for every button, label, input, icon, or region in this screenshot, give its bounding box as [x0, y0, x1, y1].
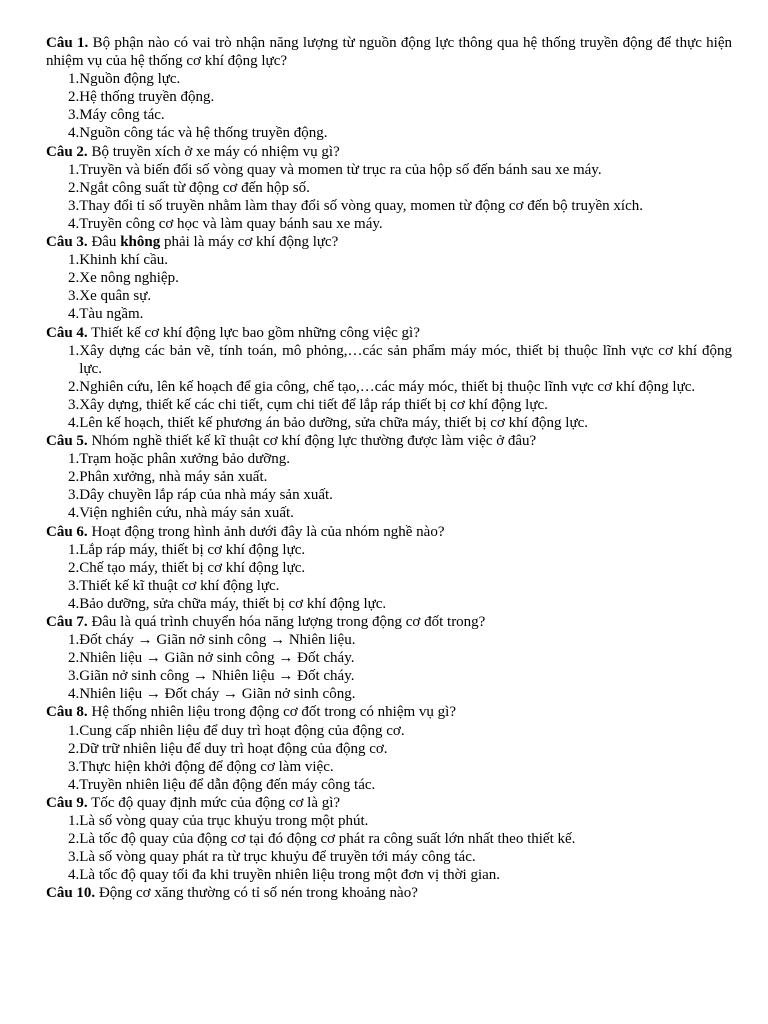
question-stem: Hoạt động trong hình ảnh dưới đây là của nhóm nghề nào? — [91, 523, 445, 540]
question-stem: Tốc độ quay định mức của động cơ là gì? — [91, 794, 341, 811]
answer-option — [46, 685, 732, 703]
answer-option — [46, 595, 732, 613]
question-text — [46, 324, 732, 342]
question-label: Câu 6. — [46, 523, 88, 540]
option-text: Xe nông nghiệp. — [79, 270, 179, 287]
question-stem: phải là máy cơ khí động lực? — [160, 234, 339, 251]
option-number: 2. — [68, 469, 80, 486]
option-number: 2. — [68, 89, 80, 106]
question-8 — [46, 703, 732, 793]
option-text: Thay đổi tỉ số truyền nhằm làm thay đổi số vòng quay, momen từ động cơ đến bộ truyền xích. — [79, 197, 643, 214]
answer-option — [46, 776, 732, 794]
option-text: Là số vòng quay của trục khuỷu trong một phút. — [79, 813, 369, 830]
option-text: Máy công tác. — [79, 107, 165, 124]
question-stem: Bộ phận nào có vai trò nhận năng lượng từ nguồn động lực thông qua hệ thống truyền động để thực hiện nhiệm vụ của hệ thống cơ khí động lực? — [46, 35, 732, 70]
answer-option — [46, 649, 732, 667]
option-text: Viện nghiên cứu, nhà máy sản xuất. — [79, 505, 294, 522]
answer-option — [46, 414, 732, 432]
option-text: Trạm hoặc phân xưởng bảo dưỡng. — [79, 451, 290, 468]
question-label: Câu 2. — [46, 143, 88, 160]
option-text: Truyền và biến đổi số vòng quay và momen từ trục ra của hộp số đến bánh sau xe máy. — [79, 161, 602, 178]
question-stem: Đâu — [91, 234, 121, 251]
option-number: 4. — [68, 505, 80, 522]
option-text: Là số vòng quay phát ra từ trục khuỷu để truyền tới máy công tác. — [79, 849, 476, 866]
question-text — [46, 703, 732, 721]
answer-option — [46, 179, 732, 197]
question-text — [46, 143, 732, 161]
question-label: Câu 5. — [46, 433, 88, 450]
option-text: Giãn nở sinh công → Nhiên liệu → Đốt cháy. — [79, 668, 355, 685]
answer-option — [46, 758, 732, 776]
option-number: 3. — [68, 849, 80, 866]
option-text: Dây chuyền lắp ráp của nhà máy sản xuất. — [79, 487, 333, 504]
option-number: 2. — [68, 650, 80, 667]
answer-option — [46, 251, 732, 269]
answer-option — [46, 396, 732, 414]
option-text: Nghiên cứu, lên kế hoạch để gia công, chế tạo,…các máy móc, thiết bị thuộc lĩnh vực cơ khí động lực. — [79, 378, 696, 395]
option-text: Xây dựng các bản vẽ, tính toán, mô phỏng,…các sản phẩm máy móc, thiết bị thuộc lĩnh vực cơ khí động lực. — [79, 342, 732, 377]
question-6 — [46, 523, 732, 613]
option-text: Thực hiện khởi động để động cơ làm việc. — [79, 758, 334, 775]
option-text: Lắp ráp máy, thiết bị cơ khí động lực. — [79, 541, 306, 558]
question-stem: Động cơ xăng thường có tỉ số nén trong khoảng nào? — [98, 885, 418, 902]
question-stem: Hệ thống nhiên liệu trong động cơ đốt trong có nhiệm vụ gì? — [91, 704, 456, 721]
option-number: 2. — [68, 831, 80, 848]
option-number: 4. — [68, 306, 80, 323]
question-text — [46, 34, 732, 70]
answer-option — [46, 269, 732, 287]
question-text — [46, 613, 732, 631]
option-number: 4. — [68, 776, 80, 793]
option-number: 1. — [68, 813, 80, 830]
option-number: 3. — [68, 288, 80, 305]
answer-option — [46, 667, 732, 685]
question-label: Câu 10. — [46, 885, 96, 902]
option-number: 3. — [68, 668, 80, 685]
option-number: 4. — [68, 686, 80, 703]
answer-option — [46, 305, 732, 323]
answer-option — [46, 70, 732, 88]
option-number: 4. — [68, 215, 80, 232]
option-number: 2. — [68, 378, 80, 395]
question-text — [46, 884, 732, 902]
question-1 — [46, 34, 732, 143]
question-9 — [46, 794, 732, 884]
question-7 — [46, 613, 732, 703]
question-label: Câu 9. — [46, 794, 88, 811]
question-label: Câu 1. — [46, 35, 89, 51]
option-number: 1. — [68, 541, 80, 558]
option-number: 1. — [68, 342, 80, 359]
answer-option — [46, 812, 732, 830]
option-text: Nguồn công tác và hệ thống truyền động. — [79, 125, 328, 142]
option-text: Nguồn động lực. — [79, 71, 181, 88]
option-text: Tàu ngầm. — [79, 306, 144, 323]
option-number: 1. — [68, 71, 80, 88]
option-text: Đốt cháy → Giãn nở sinh công → Nhiên liệu. — [79, 632, 356, 649]
answer-option — [46, 342, 732, 378]
question-2 — [46, 143, 732, 233]
answer-option — [46, 88, 732, 106]
option-text: Nhiên liệu → Đốt cháy → Giãn nở sinh công. — [79, 686, 356, 703]
option-number: 2. — [68, 740, 80, 757]
option-text: Chế tạo máy, thiết bị cơ khí động lực. — [79, 559, 306, 576]
option-number: 3. — [68, 758, 80, 775]
question-label: Câu 3. — [46, 234, 88, 251]
answer-option — [46, 848, 732, 866]
answer-option — [46, 468, 732, 486]
option-text: Hệ thống truyền động. — [79, 89, 215, 106]
question-stem: Thiết kế cơ khí động lực bao gồm những công việc gì? — [91, 324, 420, 341]
question-5 — [46, 432, 732, 522]
answer-option — [46, 722, 732, 740]
question-stem: Đâu là quá trình chuyển hóa năng lượng trong động cơ đốt trong? — [91, 614, 486, 630]
option-number: 4. — [68, 867, 80, 884]
option-number: 1. — [68, 632, 80, 649]
answer-option — [46, 378, 732, 396]
answer-option — [46, 161, 732, 179]
option-text: Là tốc độ quay tối đa khi truyền nhiên liệu trong một đơn vị thời gian. — [79, 867, 501, 884]
question-label: Câu 4. — [46, 324, 88, 341]
option-text: Dữ trữ nhiên liệu để duy trì hoạt động của động cơ. — [79, 740, 388, 757]
question-10 — [46, 884, 732, 902]
answer-option — [46, 215, 732, 233]
option-text: Cung cấp nhiên liệu để duy trì hoạt động của động cơ. — [79, 722, 405, 739]
option-number: 4. — [68, 125, 80, 142]
answer-option — [46, 541, 732, 559]
answer-option — [46, 830, 732, 848]
option-text: Phân xưởng, nhà máy sản xuất. — [79, 469, 268, 486]
question-stem: Nhóm nghề thiết kế kĩ thuật cơ khí động lực thường được làm việc ở đâu? — [91, 433, 537, 450]
option-number: 2. — [68, 559, 80, 576]
question-3 — [46, 233, 732, 323]
option-text: Ngắt công suất từ động cơ đến hộp số. — [79, 179, 310, 196]
answer-option — [46, 486, 732, 504]
question-4 — [46, 324, 732, 433]
option-number: 1. — [68, 252, 80, 269]
question-label: Câu 7. — [46, 614, 88, 630]
option-number: 1. — [68, 451, 80, 468]
option-number: 3. — [68, 577, 80, 594]
answer-option — [46, 577, 732, 595]
answer-option — [46, 504, 732, 522]
option-text: Truyền nhiên liệu để dẫn động đến máy công tác. — [79, 776, 376, 793]
option-number: 1. — [68, 722, 80, 739]
emphasis-text: không — [120, 234, 161, 251]
option-text: Truyền công cơ học và làm quay bánh sau xe máy. — [79, 215, 383, 232]
option-number: 1. — [68, 161, 80, 178]
question-text — [46, 432, 732, 450]
answer-option — [46, 287, 732, 305]
option-text: Khinh khí cầu. — [79, 252, 168, 269]
question-text — [46, 523, 732, 541]
option-number: 2. — [68, 179, 80, 196]
answer-option — [46, 197, 732, 215]
question-stem: Bộ truyền xích ở xe máy có nhiệm vụ gì? — [91, 143, 340, 160]
option-number: 3. — [68, 197, 80, 214]
option-text: Thiết kế kĩ thuật cơ khí động lực. — [79, 577, 280, 594]
option-text: Bảo dưỡng, sửa chữa máy, thiết bị cơ khí động lực. — [79, 595, 387, 612]
answer-option — [46, 124, 732, 142]
option-number: 4. — [68, 595, 80, 612]
question-text — [46, 794, 732, 812]
option-text: Xe quân sự. — [79, 288, 152, 305]
option-number: 4. — [68, 414, 80, 431]
option-number: 3. — [68, 396, 80, 413]
option-number: 3. — [68, 487, 80, 504]
answer-option — [46, 106, 732, 124]
option-text: Xây dựng, thiết kế các chi tiết, cụm chi tiết để lắp ráp thiết bị cơ khí động lực. — [79, 396, 548, 413]
answer-option — [46, 866, 732, 884]
option-number: 3. — [68, 107, 80, 124]
answer-option — [46, 559, 732, 577]
question-label: Câu 8. — [46, 704, 88, 721]
option-number: 2. — [68, 270, 80, 287]
answer-option — [46, 450, 732, 468]
option-text: Nhiên liệu → Giãn nở sinh công → Đốt cháy. — [79, 650, 355, 667]
question-text — [46, 233, 732, 251]
option-text: Là tốc độ quay của động cơ tại đó động cơ phát ra công suất lớn nhất theo thiết kế. — [79, 831, 576, 848]
answer-option — [46, 740, 732, 758]
answer-option — [46, 631, 732, 649]
option-text: Lên kế hoạch, thiết kế phương án bảo dưỡng, sửa chữa máy, thiết bị cơ khí động lực. — [79, 414, 589, 431]
